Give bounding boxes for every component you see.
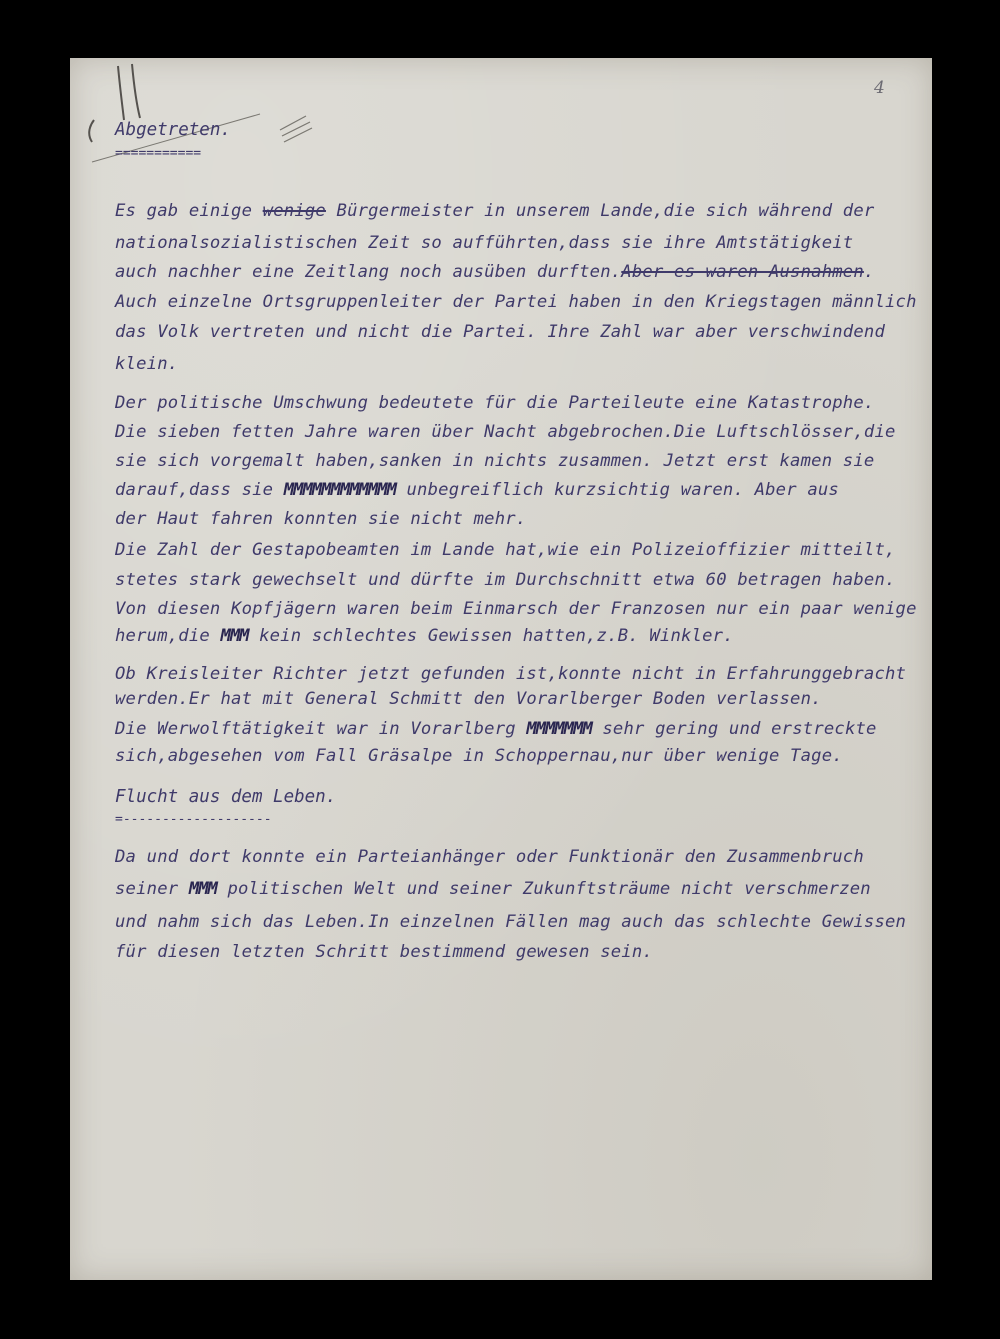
- para-p2-line-1: stetes stark gewechselt und dürfte im Durchschnitt etwa 60 betragen haben.: [115, 570, 896, 590]
- section-title-underline-2: =-------------------: [115, 812, 272, 827]
- struck-text: Aber es waren Ausnahmen: [621, 262, 864, 282]
- para-p2-line-3: herum,die MMM kein schlechtes Gewissen hatten,z.B. Winkler.: [115, 626, 734, 646]
- para-p2-line-0: Die Zahl der Gestapobeamten im Lande hat,wie ein Polizeioffizier mitteilt,: [115, 540, 896, 560]
- overtyped-blot: MMM: [220, 626, 249, 646]
- para-p0-line-3: Auch einzelne Ortsgruppenleiter der Partei haben in den Kriegstagen männlich: [115, 292, 917, 312]
- para-p0-line-0: Es gab einige wenige Bürgermeister in unserem Lande,die sich während der: [115, 201, 875, 221]
- para-p0-line-5: klein.: [115, 354, 179, 374]
- para-p0-line-4: das Volk vertreten und nicht die Partei. Ihre Zahl war aber verschwindend: [115, 322, 885, 342]
- para-p1-line-0: Der politische Umschwung bedeutete für die Parteileute eine Katastrophe.: [115, 393, 875, 413]
- para2-p0-line-1: seiner MMM politischen Welt und seiner Zukunftsträume nicht verschmerzen: [115, 879, 871, 899]
- para-p3-line-1: werden.Er hat mit General Schmitt den Vorarlberger Boden verlassen.: [115, 689, 822, 709]
- struck-text: wenige: [262, 201, 326, 221]
- para2-p0-line-0: Da und dort konnte ein Parteianhänger oder Funktionär den Zusammenbruch: [115, 847, 864, 867]
- para-p1-line-1: Die sieben fetten Jahre waren über Nacht abgebrochen.Die Luftschlösser,die: [115, 422, 896, 442]
- para-p4-line-1: sich,abgesehen vom Fall Gräsalpe in Schoppernau,nur über wenige Tage.: [115, 746, 843, 766]
- section-title-flucht: Flucht aus dem Leben.: [115, 787, 337, 807]
- page-number: 4: [874, 78, 885, 98]
- para-p3-line-0: Ob Kreisleiter Richter jetzt gefunden ist,konnte nicht in Erfahrunggebracht: [115, 664, 907, 684]
- overtyped-blot: MMM: [188, 879, 217, 899]
- para-p2-line-2: Von diesen Kopfjägern waren beim Einmarsch der Franzosen nur ein paar wenige: [115, 599, 917, 619]
- para-p1-line-3: darauf,dass sie MMMMMMMMMMMM unbegreiflich kurzsichtig waren. Aber aus: [115, 480, 839, 500]
- para-p0-line-2: auch nachher eine Zeitlang noch ausüben durften.Aber es waren Ausnahmen.: [115, 262, 875, 282]
- document-page: [70, 58, 932, 1280]
- para-p4-line-0: Die Werwolftätigkeit war in Vorarlberg MMMMMMM sehr gering und erstreckte: [115, 719, 877, 739]
- para-p1-line-2: sie sich vorgemalt haben,sanken in nichts zusammen. Jetzt erst kamen sie: [115, 451, 875, 471]
- section-title-underline: ===========: [115, 146, 202, 161]
- overtyped-blot: MMMMMMMMMMMM: [283, 480, 396, 500]
- para2-p0-line-2: und nahm sich das Leben.In einzelnen Fällen mag auch das schlechte Gewissen: [115, 912, 907, 932]
- overtyped-blot: MMMMMMM: [526, 719, 592, 739]
- section-title-abgetreten: Abgetreten.: [115, 120, 231, 140]
- para-p0-line-1: nationalsozialistischen Zeit so aufführten,dass sie ihre Amtstätigkeit: [115, 233, 854, 253]
- para-p1-line-4: der Haut fahren konnten sie nicht mehr.: [115, 509, 527, 529]
- para2-p0-line-3: für diesen letzten Schritt bestimmend gewesen sein.: [115, 942, 653, 962]
